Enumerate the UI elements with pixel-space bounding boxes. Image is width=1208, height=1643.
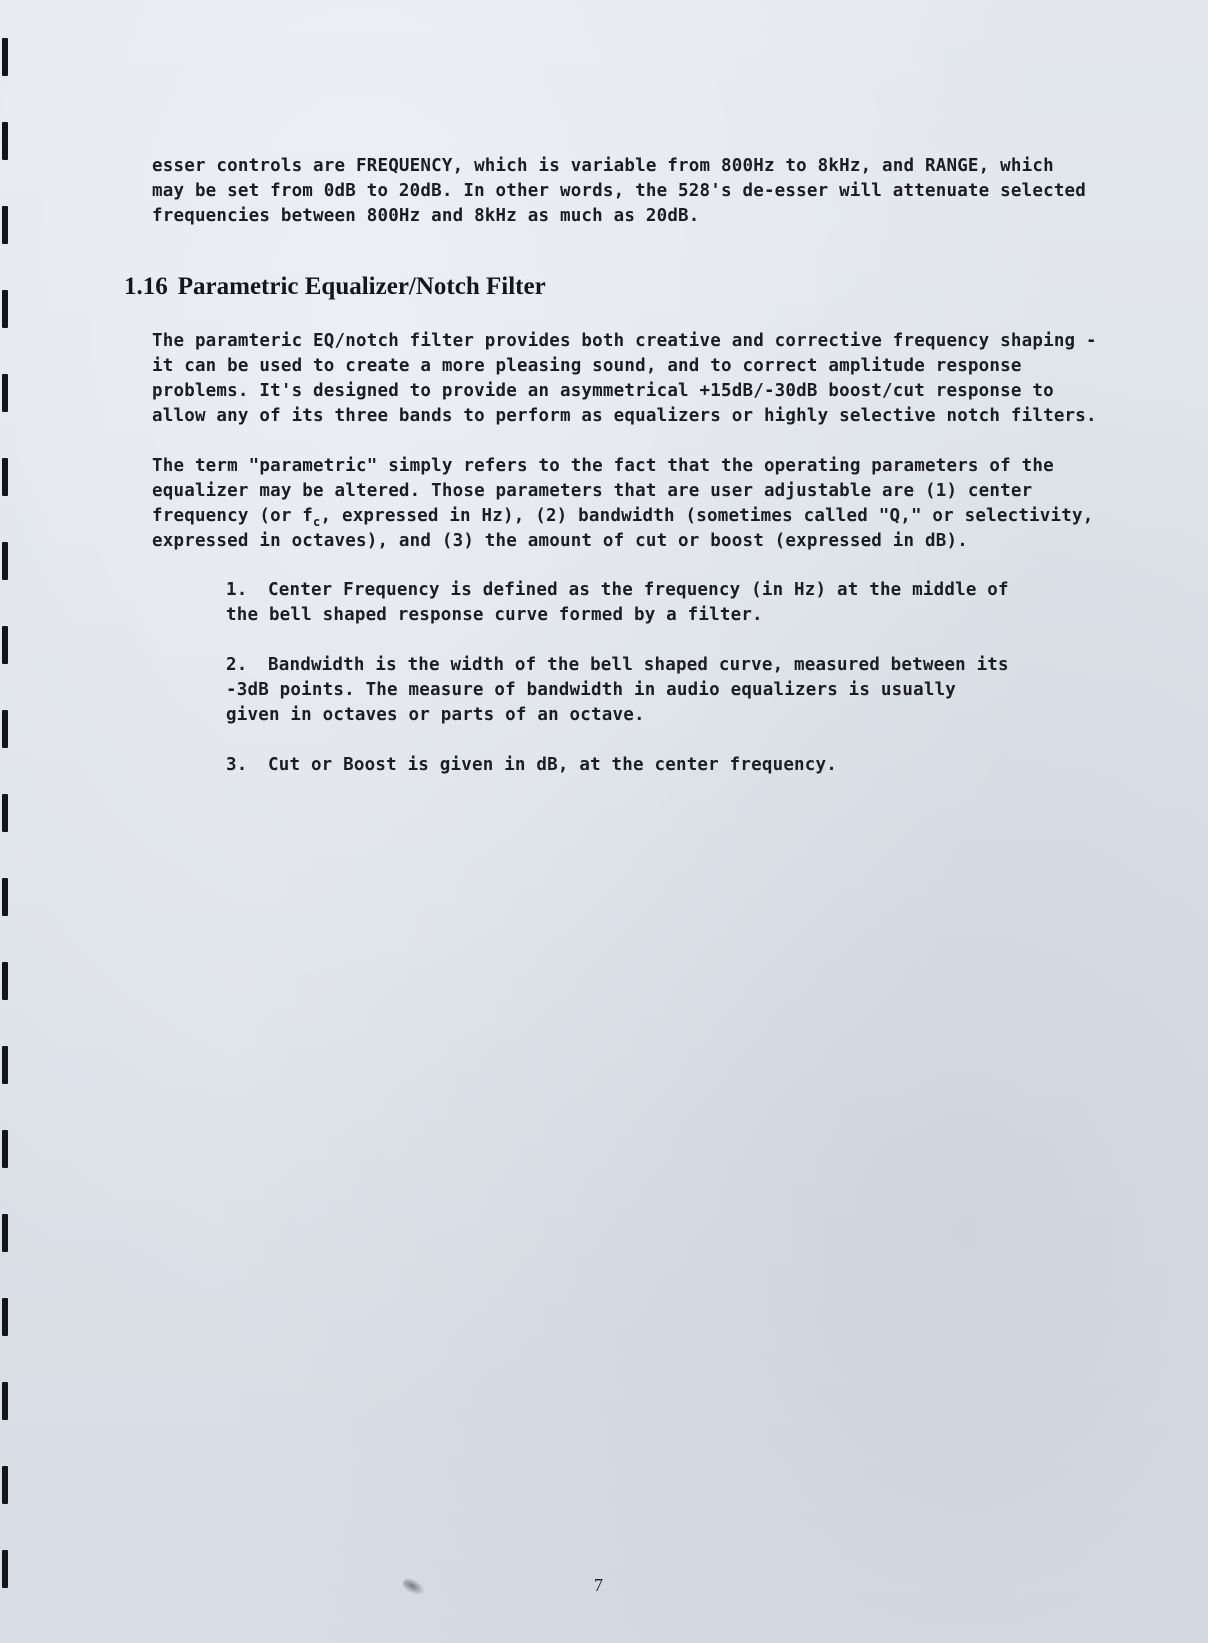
text-line: expressed in octaves), and (3) the amount of cut or boost (expressed in dB).: [152, 531, 968, 551]
text-line: [226, 578, 1086, 603]
list-item-bandwidth: [226, 653, 1086, 728]
text-line: [152, 504, 1132, 529]
parametric-paragraph: [152, 454, 1132, 554]
text-line: may be set from 0dB to 20dB. In other words, the 528's de-esser will attenuate selected: [152, 181, 1087, 201]
list-item-cut-boost: [226, 753, 1086, 778]
intro-paragraph: [152, 154, 1132, 229]
text-fragment: , expressed in Hz), (2) bandwidth (sometimes called "Q," or selectivity,: [320, 506, 1094, 526]
subscript-c: c: [313, 515, 321, 529]
text-line: equalizer may be altered. Those parameters that are user adjustable are (1) center: [152, 481, 1033, 501]
text-line: [226, 753, 1086, 778]
text-line: -3dB points. The measure of bandwidth in audio equalizers is usually: [226, 680, 957, 700]
text-line: esser controls are FREQUENCY, which is variable from 800Hz to 8kHz, and RANGE, which: [152, 156, 1054, 176]
list-number: 2.: [226, 655, 248, 675]
text-fragment: Bandwidth is the width of the bell shaped curve, measured between its: [268, 655, 1009, 675]
text-line: the bell shaped response curve formed by a filter.: [226, 605, 763, 625]
text-line: problems. It's designed to provide an asymmetrical +15dB/-30dB boost/cut response to: [152, 381, 1054, 401]
section-heading: [124, 272, 546, 302]
parameter-list: [226, 578, 1086, 778]
text-line: The paramteric EQ/notch filter provides both creative and corrective frequency shaping -: [152, 331, 1097, 351]
text-line: it can be used to create a more pleasing sound, and to correct amplitude response: [152, 356, 1022, 376]
text-line: [226, 653, 1086, 678]
text-line: The term "parametric" simply refers to the fact that the operating parameters of the: [152, 456, 1054, 476]
list-number: 3.: [226, 755, 248, 775]
page-number: 7: [594, 1575, 603, 1595]
overview-paragraph: [152, 329, 1132, 429]
text-line: given in octaves or parts of an octave.: [226, 705, 645, 725]
section-number: 1.16: [124, 273, 168, 300]
section-title: Parametric Equalizer/Notch Filter: [177, 273, 546, 300]
text-line: frequencies between 800Hz and 8kHz as much as 20dB.: [152, 206, 700, 226]
text-fragment: Cut or Boost is given in dB, at the center frequency.: [268, 755, 838, 775]
ink-smudge: [400, 1575, 428, 1599]
list-number: 1.: [226, 580, 248, 600]
text-fragment: frequency (or f: [152, 506, 314, 526]
list-item-center-frequency: [226, 578, 1086, 628]
text-line: allow any of its three bands to perform as equalizers or highly selective notch filters.: [152, 406, 1097, 426]
text-fragment: Center Frequency is defined as the frequency (in Hz) at the middle of: [268, 580, 1009, 600]
